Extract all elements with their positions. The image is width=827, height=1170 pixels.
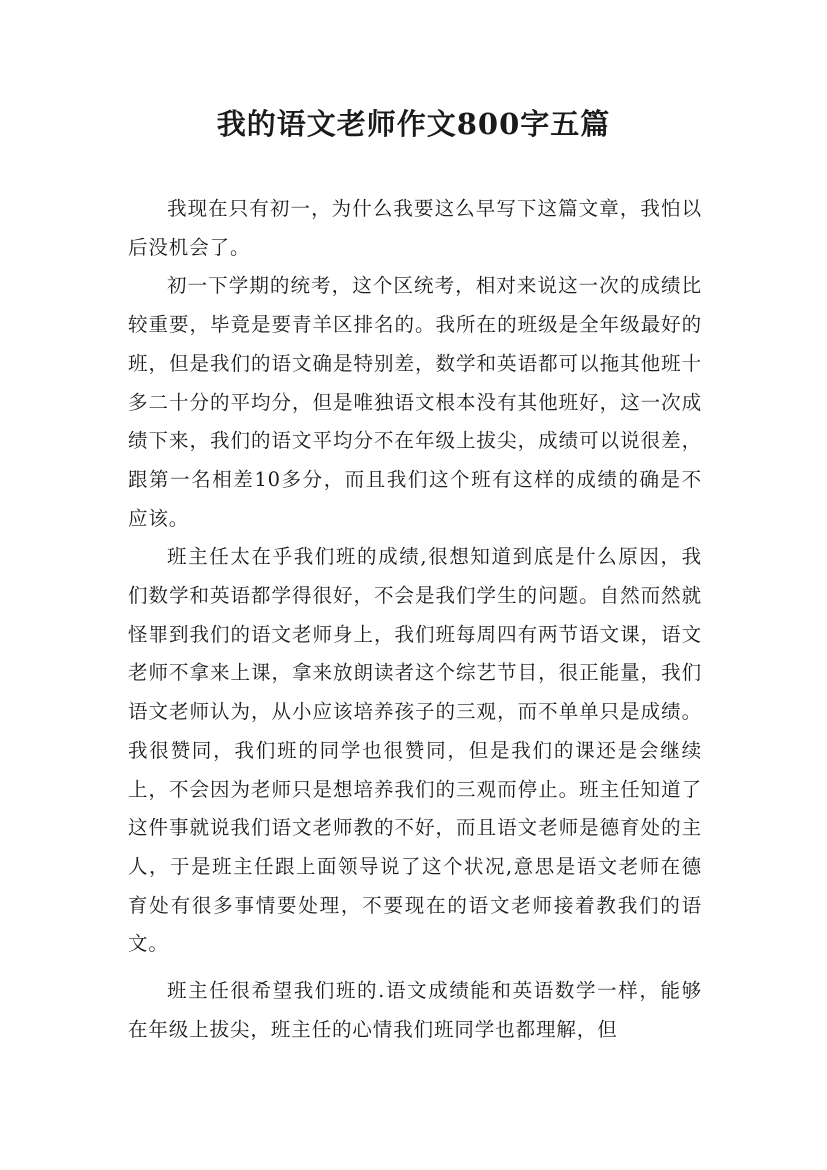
paragraph-1: 我现在只有初一，为什么我要这么早写下这篇文章，我怕以后没机会了。	[128, 197, 702, 259]
paragraph-2: 初一下学期的统考，这个区统考，相对来说这一次的成绩比较重要，毕竟是要青羊区排名的。我所在的班级是全年级最好的班，但是我们的语文确是特别差，数学和英语都可以拖其他班十多二十分的平均分，但是唯独语文根本没有其他班好，这一次成绩下来，我们的语文平均分不在年级上拔尖，成绩可以说很差，跟第一名相差10多分，而且我们这个班有这样的成绩的确是不应该。	[128, 274, 702, 530]
paragraph-4: 班主任很希望我们班的.语文成绩能和英语数学一样，能够在年级上拔尖，班主任的心情我们班同学也都理解，但	[128, 979, 702, 1041]
document-title: 我的语文老师作文800字五篇	[216, 107, 611, 141]
document-body	[128, 190, 702, 1049]
paragraph-3: 班主任太在乎我们班的成绩,很想知道到底是什么原因，我们数学和英语都学得很好，不会是我们学生的问题。自然而然就怪罪到我们的语文老师身上，我们班每周四有两节语文课，语文老师不拿来上课，拿来放朗读者这个综艺节目，很正能量，我们语文老师认为，从小应该培养孩子的三观，而不单单只是成绩。我很赞同，我们班的同学也很赞同，但是我们的课还是会继续上，不会因为老师只是想培养我们的三观而停止。班主任知道了这件事就说我们语文老师教的不好，而且语文老师是德育处的主人，于是班主任跟上面领导说了这个状况,意思是语文老师在德育处有很多事情要处理，不要现在的语文老师接着教我们的语文。	[128, 545, 702, 956]
